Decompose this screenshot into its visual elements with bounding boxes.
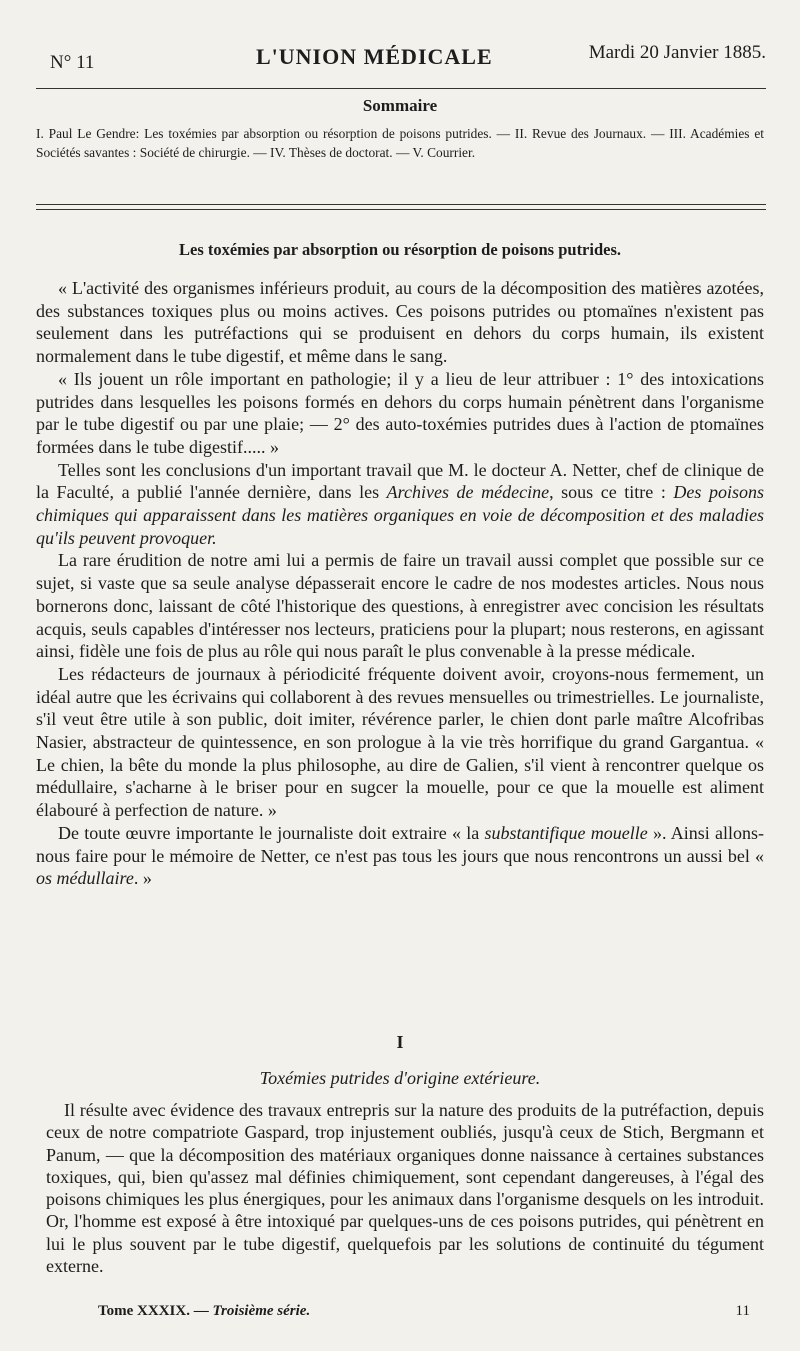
paragraph: La rare érudition de notre ami lui a permis de faire un travail aussi complet que possible sur ce sujet, si vaste que sa seule analyse dépasserait encore le cadre de nos modestes articles. Nous nous bornerons donc, laissant de côté l'historique des questions, à enregistrer avec concision les résultats acquis, seuls capables d'intéresser nos lecteurs, praticiens pour la plupart; nous resterons, en agissant ainsi, fidèle une fois de plus au rôle qui nous paraît le plus convenable à la presse médicale. xyxy=(36,550,764,662)
work-title: Des poisons chimiques qui apparaissent dans les matières organiques en voie de décomposition et des maladies qu'ils peuvent provoquer. xyxy=(36,482,764,548)
paragraph-text: ». Ainsi allons-nous faire pour le mémoire de Netter, ce n'est pas tous les jours que nous rencontrons un aussi bel « xyxy=(36,822,764,866)
paragraph xyxy=(36,822,764,890)
sommaire-rule-bottom xyxy=(36,209,766,210)
paragraph: « Ils jouent un rôle important en pathologie; il y a lieu de leur attribuer : 1° des intoxications putrides dans lesquelles les poisons formés en dehors du corps humain pénètrent dans l'organisme par le tube digestif ou par une plaie; — 2° des auto-toxémies putrides dues à l'action de ptomaïnes formées dans le tube digestif..... » xyxy=(36,368,764,457)
section-title: Toxémies putrides d'origine extérieure. xyxy=(259,1068,541,1088)
issue-date: Mardi 20 Janvier 1885. xyxy=(588,42,766,63)
paragraph-text: . » xyxy=(133,868,152,889)
journal-reference: Archives de médecine xyxy=(386,482,550,503)
series-label: Troisième série. xyxy=(212,1303,311,1319)
section-number: I xyxy=(396,1032,404,1052)
sommaire-text: I. Paul Le Gendre: Les toxémies par absorption ou résorption de poisons putrides. — II. Revue des Journaux. — III. Académies et Sociétés savantes : Société de chirurgie. — IV. Thèses de doctorat. — V. Courrier. xyxy=(36,126,764,160)
paragraph xyxy=(36,459,764,550)
article-title: Les toxémies par absorption ou résorption de poisons putrides. xyxy=(178,240,622,259)
sommaire-heading: Sommaire xyxy=(362,96,438,115)
tome-label xyxy=(98,1303,310,1320)
quoted-phrase: substantifique mouelle xyxy=(484,822,648,843)
paragraph-text: , sous ce titre : xyxy=(549,482,674,503)
issue-number: N° 11 xyxy=(50,52,95,73)
quoted-phrase: os médullaire xyxy=(36,868,134,889)
paragraph-text: Telles sont les conclusions d'un important travail que M. le docteur A. Netter, chef de clinique de la Faculté, a publié l'année dernière, dans les xyxy=(36,459,764,503)
page-header xyxy=(36,40,766,80)
paragraph: Les rédacteurs de journaux à périodicité fréquente doivent avoir, croyons-nous fermement, un idéal autre que les écrivains qui collaborent à des revues mensuelles ou trimestrielles. Le journaliste, s'il veut être utile à son public, doit imiter, révérence parler, le chien dont parle maître Alcofribas Nasier, abstracteur de quintessence, en son prologue à la vie très horrifique du grand Gargantua. « Le chien, la bête du monde la plus philosophe, au dire de Galien, s'il vient à rencontrer quelque os médullaire, s'acharne à le briser pour en sugcer la mouelle, pour ce que la mouelle est aliment élabouré à perfection de nature. » xyxy=(36,663,764,821)
article-body xyxy=(36,277,764,890)
paragraph: Il résulte avec évidence des travaux entrepris sur la nature des produits de la putréfaction, depuis ceux de notre compatriote Gaspard, trop injustement oubliés, jusqu'à ceux de Stich, Bergmann et Panum, — que la décomposition des matériaux organiques donne naissance à certaines substances toxiques, qui, bien qu'assez mal définies chimiquement, sont cependant dangereuses, à l'égal des poisons chimiques les plus énergiques, pour les animaux dans l'organisme desquels on les introduit. Or, l'homme est exposé à être intoxiqué par quelques-uns de ces poisons putrides, qui pénètrent en lui le plus souvent par le tube digestif, quelquefois par les solutions de continuité du tégument externe. xyxy=(46,1100,764,1277)
paragraph-text: De toute œuvre importante le journaliste doit extraire « la xyxy=(58,822,485,843)
page-footer xyxy=(98,1303,750,1325)
section-body xyxy=(46,1099,764,1277)
page-number: 11 xyxy=(735,1303,750,1319)
journal-title: L'UNION MÉDICALE xyxy=(256,44,493,69)
header-rule xyxy=(36,88,766,89)
tome-number: Tome XXXIX. — xyxy=(98,1303,209,1319)
paragraph: « L'activité des organismes inférieurs produit, au cours de la décomposition des matières azotées, des substances toxiques plus ou moins actives. Ces poisons putrides ou ptomaïnes n'existent pas seulement dans les putréfactions qui se produisent en dehors du corps humain, ils existent normalement dans le tube digestif, et même dans le sang. xyxy=(36,278,764,367)
sommaire-rule-top xyxy=(36,204,766,205)
